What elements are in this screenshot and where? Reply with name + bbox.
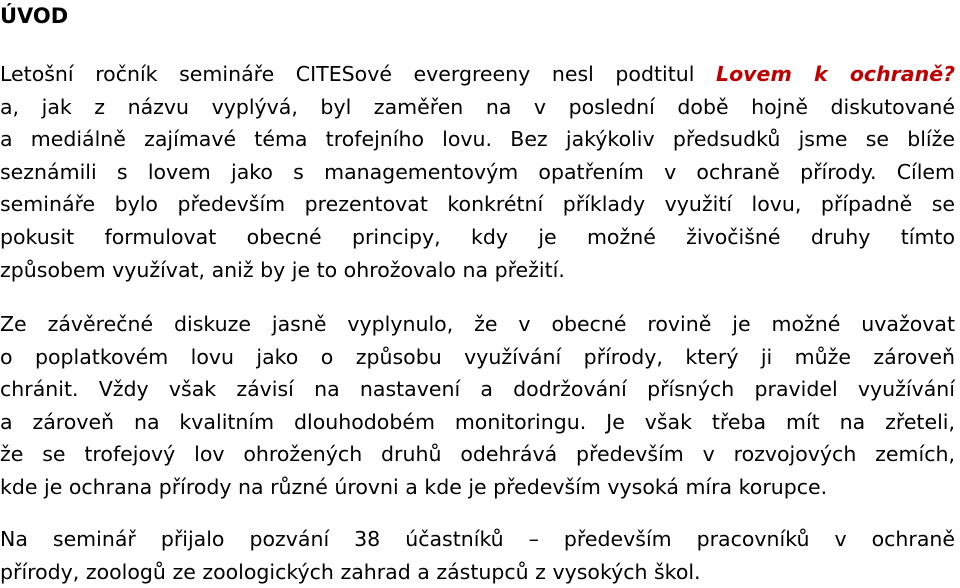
paragraph-line: pokusit formulovat obecné principy, kdy je možné živočišné druhy tímto xyxy=(0,224,955,249)
paragraph-line: kde je ochrana přírody na různé úrovni a kde je především vysoká míra korupce. xyxy=(0,474,828,499)
paragraph-line: způsobem využívat, aniž by je to ohrožovalo na přežití. xyxy=(0,257,565,282)
paragraph-line: že se trofejový lov ohrožených druhů odehrává především v rozvojových zemích, xyxy=(0,442,955,467)
discussion-paragraph xyxy=(0,308,955,504)
paragraph-line: a mediálně zajímavé téma trofejního lovu. Bez jakýkoliv předsudků jsme se blíže xyxy=(0,127,955,152)
participants-paragraph xyxy=(0,523,955,588)
paragraph-line: seznámili s lovem jako s managementovým opatřením v ochraně přírody. Cílem xyxy=(0,159,955,184)
paragraph-line: chránit. Vždy však závisí na nastavení a dodržování přísných pravidel využívání xyxy=(0,377,955,402)
paragraph-line xyxy=(0,58,955,91)
subtitle-emphasis: Lovem k ochraně? xyxy=(716,62,955,86)
paragraph-line: o poplatkovém lovu jako o způsobu využívání přírody, který ji může zároveň xyxy=(0,344,955,369)
line-text: Letošní ročník semináře CITESové evergreeny nesl podtitul xyxy=(0,62,717,86)
paragraph-line: přírody, zoologů ze zoologických zahrad a zástupců z vysokých škol. xyxy=(0,559,701,584)
intro-paragraph xyxy=(0,58,955,286)
section-heading: ÚVOD xyxy=(0,4,69,28)
paragraph-line: semináře bylo především prezentovat konkrétní příklady využití lovu, případně se xyxy=(0,192,955,217)
paragraph-line: Na seminář přijalo pozvání 38 účastníků – především pracovníků v ochraně xyxy=(0,527,955,551)
paragraph-line: a zároveň na kvalitním dlouhodobém monitoringu. Je však třeba mít na zřeteli, xyxy=(0,409,955,434)
paragraph-line: a, jak z názvu vyplývá, byl zaměřen na v poslední době hojně diskutované xyxy=(0,94,955,119)
paragraph-line: Ze závěrečné diskuze jasně vyplynulo, že v obecné rovině je možné uvažovat xyxy=(0,312,955,336)
